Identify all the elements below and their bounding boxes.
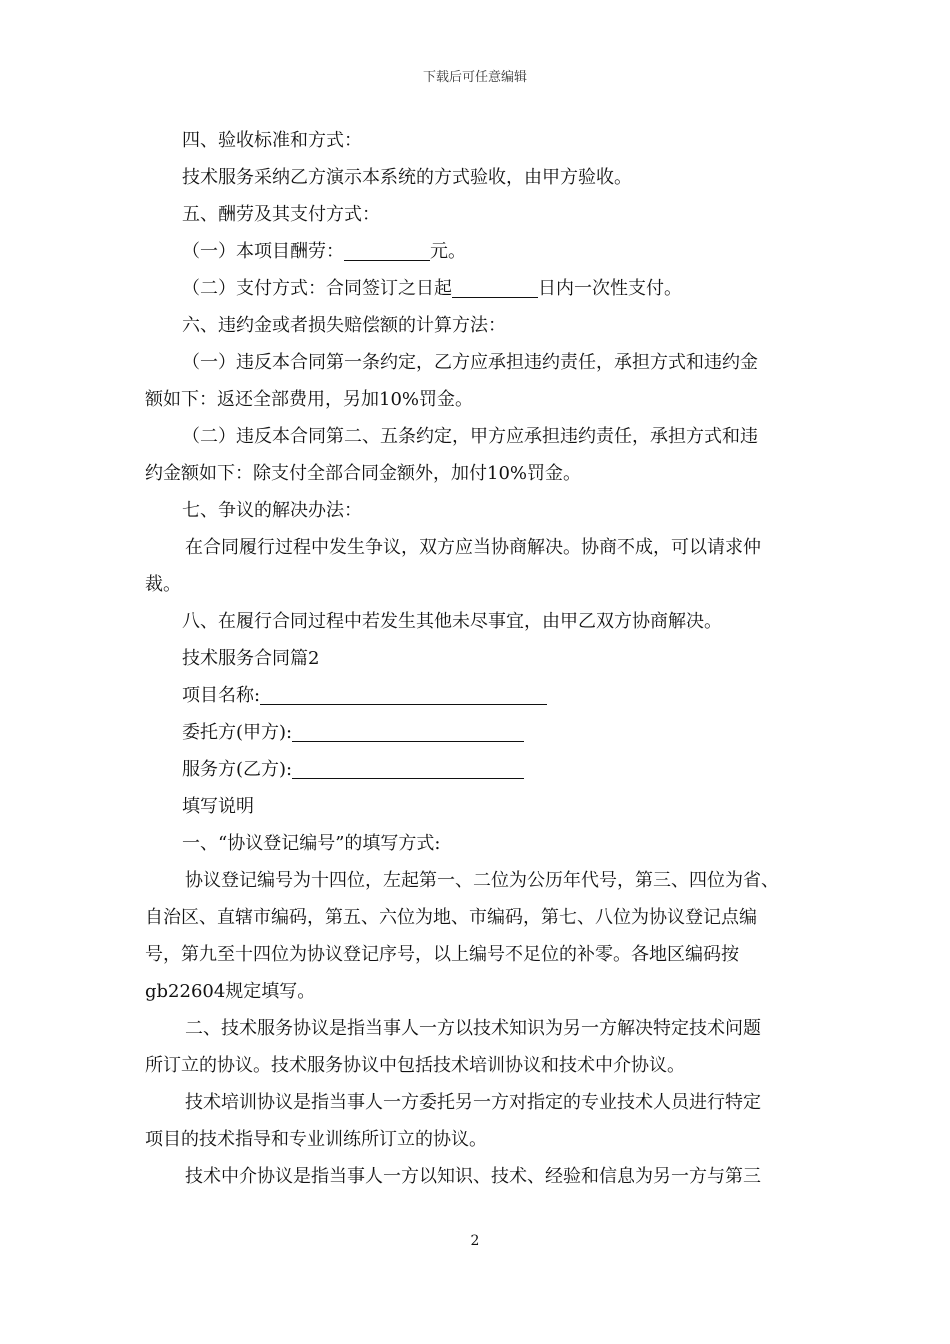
paragraph-line: 技术中介协议是指当事人一方以知识、技术、经验和信息为另一方与第三 (185, 1166, 761, 1187)
fill-blank (260, 682, 547, 705)
paragraph-line: 技术培训协议是指当事人一方委托另一方对指定的专业技术人员进行特定 (185, 1092, 761, 1113)
paragraph-line: （一）违反本合同第一条约定，乙方应承担违约责任，承担方式和违约金 (182, 352, 758, 373)
fill-blank (292, 756, 524, 779)
text-span: （一）本项目酬劳： (182, 241, 344, 262)
section-heading: 六、违约金或者损失赔偿额的计算方法： (182, 315, 506, 336)
paragraph-line: 额如下：返还全部费用，另加10%罚金。 (145, 389, 474, 410)
paragraph-line: 二、技术服务协议是指当事人一方以技术知识为另一方解决特定技术问题 (185, 1018, 761, 1039)
paragraph-line: 技术服务采纳乙方演示本系统的方式验收，由甲方验收。 (182, 167, 632, 188)
field-label: 服务方(乙方): (182, 759, 293, 780)
paragraph-line: gb22604规定填写。 (145, 981, 316, 1002)
section-heading: 填写说明 (182, 796, 254, 817)
document-subtitle: 技术服务合同篇2 (182, 648, 320, 669)
fill-blank (344, 238, 430, 261)
paragraph-line: （二）违反本合同第二、五条约定，甲方应承担违约责任，承担方式和违 (182, 426, 758, 447)
section-heading: 四、验收标准和方式： (182, 130, 362, 151)
page-number: 2 (470, 1233, 480, 1249)
text-span: （二）支付方式：合同签订之日起 (182, 278, 452, 299)
paragraph-line: 约金额如下：除支付全部合同金额外，加付10%罚金。 (145, 463, 582, 484)
form-field (145, 677, 810, 714)
paragraph-line: 号，第九至十四位为协议登记序号，以上编号不足位的补零。各地区编码按 (145, 944, 739, 965)
paragraph-line: 自治区、直辖市编码，第五、六位为地、市编码，第七、八位为协议登记点编 (145, 907, 757, 928)
paragraph-line (145, 233, 810, 270)
section-heading: 五、酬劳及其支付方式： (182, 204, 380, 225)
section-heading: 一、“协议登记编号”的填写方式: (182, 833, 441, 854)
fill-blank (452, 275, 538, 298)
field-label: 委托方(甲方): (182, 722, 293, 743)
form-field (145, 751, 810, 788)
form-field (145, 714, 810, 751)
section-heading: 七、争议的解决办法： (182, 500, 362, 521)
paragraph-line: 八、在履行合同过程中若发生其他未尽事宜，由甲乙双方协商解决。 (182, 611, 722, 632)
page-header: 下载后可任意编辑 (422, 70, 527, 85)
paragraph-line (145, 270, 810, 307)
field-label: 项目名称: (182, 685, 261, 706)
document-body (145, 122, 810, 1195)
text-span: 元。 (430, 241, 466, 262)
paragraph-line: 在合同履行过程中发生争议，双方应当协商解决。协商不成，可以请求仲 (185, 537, 761, 558)
text-span: 日内一次性支付。 (538, 278, 682, 299)
paragraph-line: 裁。 (145, 574, 181, 595)
paragraph-line: 所订立的协议。技术服务协议中包括技术培训协议和技术中介协议。 (145, 1055, 685, 1076)
paragraph-line: 项目的技术指导和专业训练所订立的协议。 (145, 1129, 487, 1150)
fill-blank (292, 719, 524, 742)
paragraph-line: 协议登记编号为十四位，左起第一、二位为公历年代号，第三、四位为省、 (185, 870, 779, 891)
